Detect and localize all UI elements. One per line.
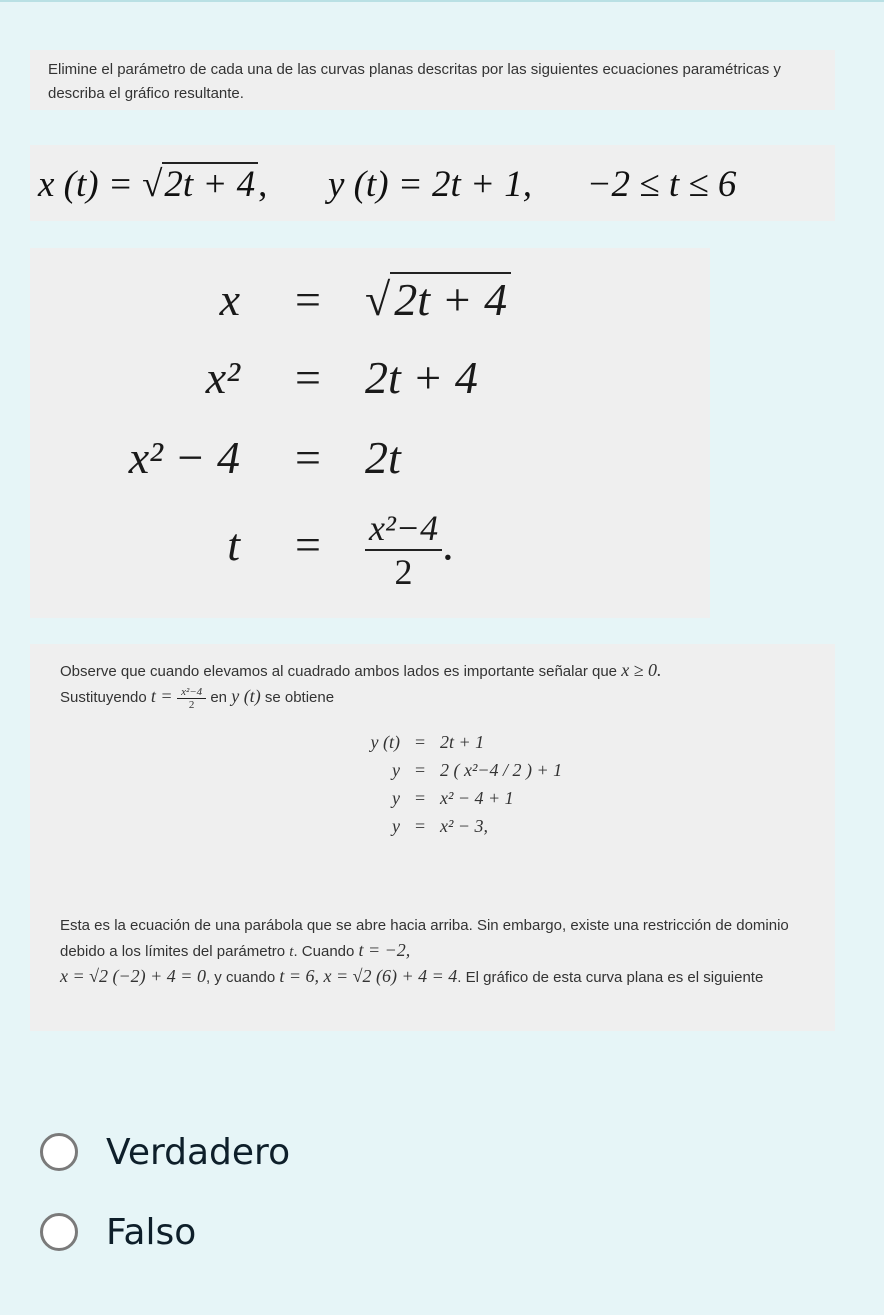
explanation-panel xyxy=(30,644,835,1031)
derivation-line: y (t) = 2t + 1 xyxy=(370,732,485,752)
radio-button[interactable] xyxy=(40,1213,78,1251)
parametric-equation-panel xyxy=(30,145,835,221)
step-rhs: √2t + 4 xyxy=(365,272,511,326)
intro-text: Elimine el parámetro de cada una de las curvas planas descritas por las siguientes ecuaciones paramétricas y describa el gráfico resultante. xyxy=(48,61,781,102)
derivation-line: y = x² − 4 + 1 xyxy=(392,788,514,808)
x-equation-lhs: x (t) = xyxy=(38,164,143,205)
step-rhs: 2t xyxy=(365,432,401,483)
option-falso[interactable] xyxy=(40,1207,196,1257)
equals-sign: = xyxy=(295,519,321,570)
explanation-line-1: Observe que cuando elevamos al cuadrado ambos lados es importante señalar que x ≥ 0. xyxy=(60,660,662,680)
step-row xyxy=(30,248,710,326)
intro-panel xyxy=(30,50,835,110)
t-range: −2 ≤ t ≤ 6 xyxy=(586,164,737,205)
step-lhs: x² xyxy=(205,352,240,403)
step-lhs: x² − 4 xyxy=(128,432,240,483)
equals-sign: = xyxy=(295,432,321,483)
step-rhs-fraction: $\frac{\text{x²−4}}{2}$ . xyxy=(365,507,454,593)
option-label[interactable]: Verdadero xyxy=(106,1131,291,1173)
explanation-line-2: Sustituyendo t = $\frac{\text{x²−4}}{2}$ en y (t) se obtiene xyxy=(60,685,335,711)
radio-button[interactable] xyxy=(40,1133,78,1171)
equals-sign: = xyxy=(295,274,321,325)
fraction-denominator: 2 xyxy=(394,552,413,592)
option-verdadero[interactable] xyxy=(40,1127,290,1177)
step-row xyxy=(30,503,710,593)
option-label[interactable]: Falso xyxy=(106,1211,197,1253)
x-radicand: 2t + 4 xyxy=(162,162,258,205)
fraction-numerator: x²−4 xyxy=(365,507,442,551)
y-equation: y (t) = 2t + 1, xyxy=(327,164,532,205)
equals-sign: = xyxy=(295,352,321,403)
step-row xyxy=(30,406,710,484)
parametric-equation: x (t) = √2t + 4, y (t) = 2t + 1, −2 ≤ t ≤ 6 xyxy=(38,164,737,205)
step-rhs: 2t + 4 xyxy=(365,352,478,403)
step-lhs: x xyxy=(219,274,240,325)
step-row xyxy=(30,326,710,404)
steps-panel xyxy=(30,248,710,618)
explanation-paragraph-2: Esta es la ecuación de una parábola que se abre hacia arriba. Sin embargo, existe una restricción de dominio debido a los límites del parámetro t. Cuando t = −2, x = √2 (−2) + 4 = 0, y cuando t = 6, x = √2 (6) + 4 = 4. El gráfico de esta curva plana es el siguiente xyxy=(60,917,789,986)
step-lhs: t xyxy=(227,519,240,570)
derivation-line: y = x² − 3, xyxy=(392,816,489,836)
derivation-line: y = 2 ( x²−4 / 2 ) + 1 xyxy=(392,760,563,780)
sqrt-expression: √2t + 4 xyxy=(142,163,258,206)
